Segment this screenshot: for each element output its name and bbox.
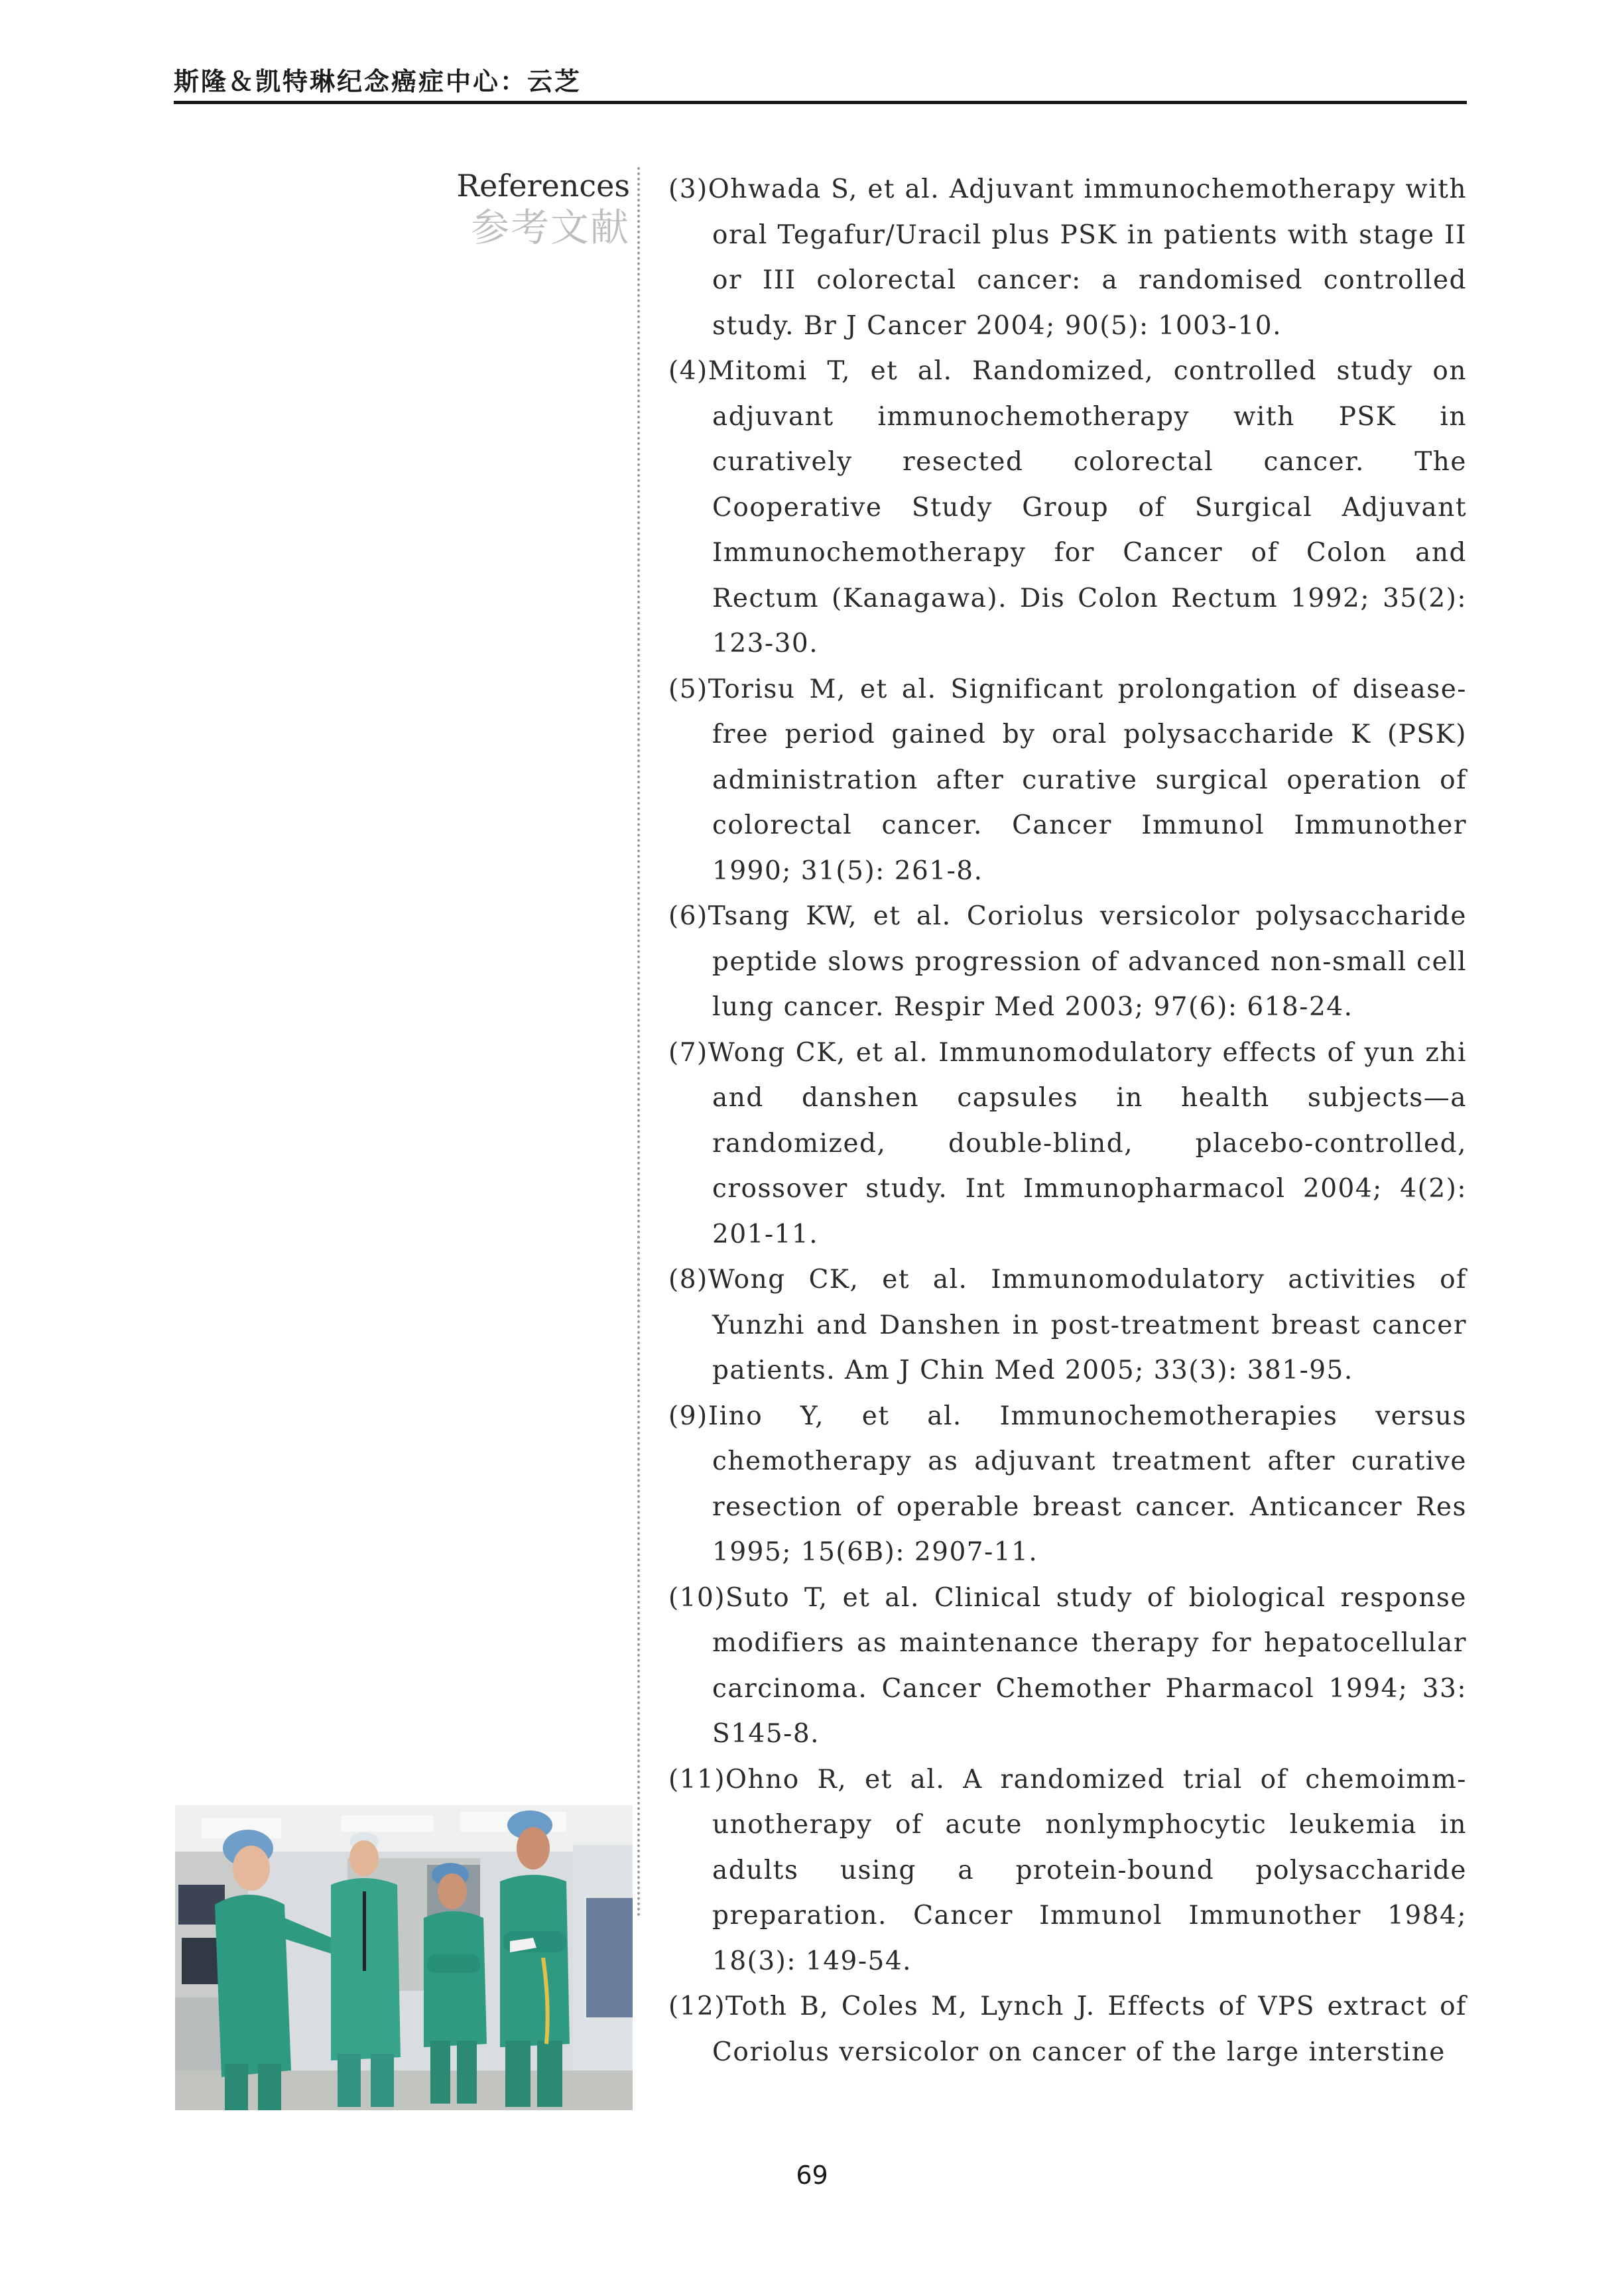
section-label-chinese: 参考文献 bbox=[470, 205, 630, 250]
section-label-english: References bbox=[456, 168, 630, 204]
dotted-column-divider bbox=[637, 167, 640, 1918]
page-number: 69 bbox=[796, 2161, 828, 2190]
reference-item: (4)Mitomi T, et al. Randomized, controlled study on adjuvant immunochemotherapy with PSK in curatively resected colorectal cancer. The Cooperative Study Group of Surgical Adjuvant Immunochemotherapy for Cancer of Colon and Rectum (Kanagawa). Dis Colon Rectum 1992; 35(2): 123-30. bbox=[668, 356, 1467, 659]
header-rule bbox=[174, 101, 1467, 104]
reference-item: (5)Torisu M, et al. Significant prolongation of disease-free period gained by oral polysaccharide K (PSK) administration after curative surgical operation of colorectal cancer. Cancer Immunol Immunother 1990; 31(5): 261-8. bbox=[668, 674, 1467, 886]
reference-item: (3)Ohwada S, et al. Adjuvant immunochemotherapy with oral Tegafur/Uracil plus PSK in patients with stage II or III colorectal cancer: a randomised controlled study. Br J Cancer 2004; 90(5): 1003-10. bbox=[668, 174, 1467, 341]
reference-item: (12)Toth B, Coles M, Lynch J. Effects of VPS extract of Coriolus versicolor on cancer of the large interstine bbox=[668, 1992, 1467, 2067]
reference-list bbox=[668, 167, 1467, 2075]
reference-item: (6)Tsang KW, et al. Coriolus versicolor polysaccharide peptide slows progression of advanced non-small cell lung cancer. Respir Med 2003; 97(6): 618-24. bbox=[668, 901, 1467, 1022]
hospital-staff-photo bbox=[175, 1805, 633, 2110]
reference-item: (8)Wong CK, et al. Immunomodulatory activities of Yunzhi and Danshen in post-treatment breast cancer patients. Am J Chin Med 2005; 33(3): 381-95. bbox=[668, 1265, 1467, 1385]
section-label bbox=[398, 167, 630, 251]
reference-item: (10)Suto T, et al. Clinical study of biological response modifiers as maintenance therapy for hepatocellular carcinoma. Cancer Chemother Pharmacol 1994; 33: S145-8. bbox=[668, 1582, 1467, 1749]
reference-item: (7)Wong CK, et al. Immunomodulatory effects of yun zhi and danshen capsules in health subjects—a randomized, double-blind, placebo-controlled, crossover study. Int Immunopharmacol 2004; 4(2): 201-11. bbox=[668, 1037, 1467, 1249]
reference-item: (11)Ohno R, et al. A randomized trial of chemoimm-unotherapy of acute nonlymphocytic leukemia in adults using a protein-bound polysaccharide preparation. Cancer Immunol Immunother 1984; 18(3): 149-54. bbox=[668, 1764, 1467, 1976]
reference-item: (9)Iino Y, et al. Immunochemotherapies versus chemotherapy as adjuvant treatment after curative resection of operable breast cancer. Anticancer Res 1995; 15(6B): 2907-11. bbox=[668, 1401, 1467, 1567]
running-header-title: 斯隆＆凯特琳纪念癌症中心：云芝 bbox=[174, 66, 582, 96]
